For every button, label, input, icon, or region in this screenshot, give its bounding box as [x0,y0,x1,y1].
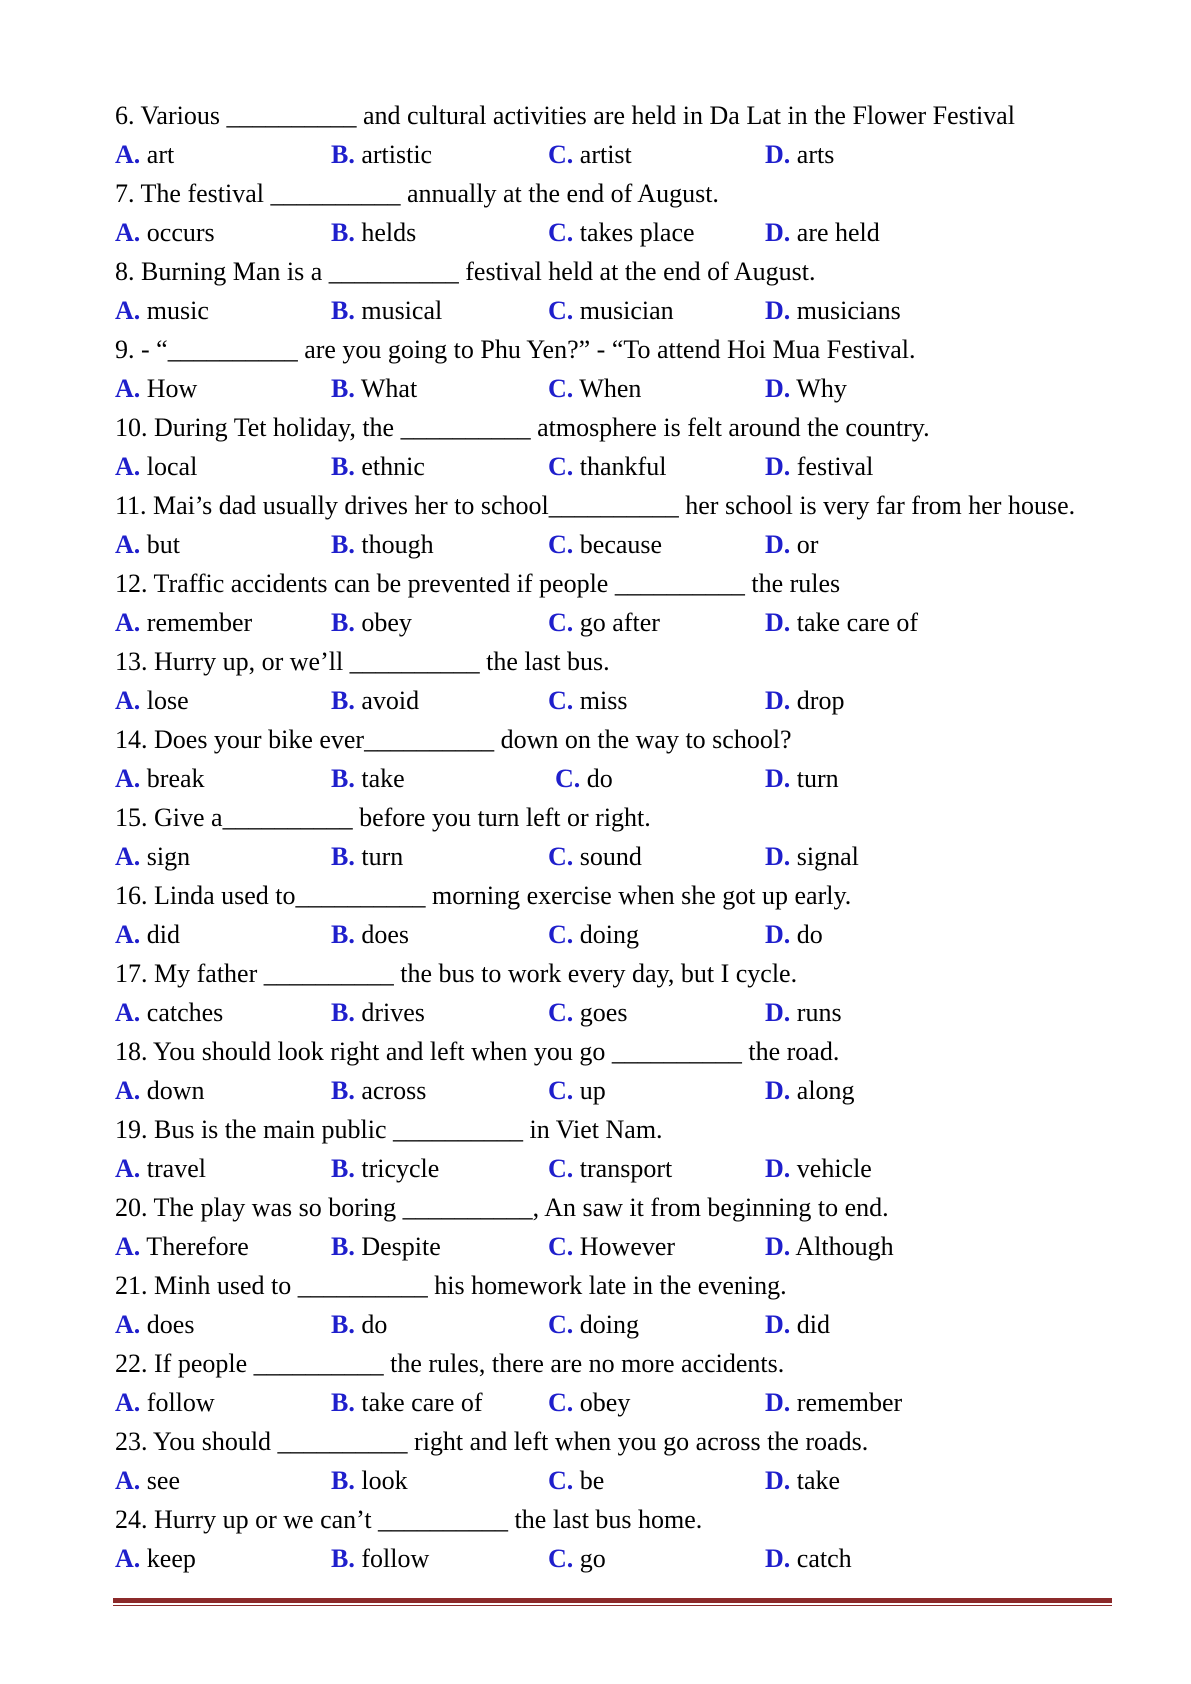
option-letter: B. [331,374,355,403]
option-b [331,1383,483,1422]
option-b [331,1071,426,1110]
option-letter: C. [548,1076,574,1105]
answer-options [115,759,1175,798]
question-item [115,1266,1175,1344]
option-d [765,369,847,408]
option-text: sound [573,842,642,871]
option-letter: D. [765,530,791,559]
option-letter: A. [115,686,141,715]
question-item [115,1344,1175,1422]
question-text: 9. - “__________ are you going to Phu Yen?” - “To attend Hoi Mua Festival. [115,335,916,364]
option-b [331,291,442,330]
option-d [765,1539,852,1578]
option-a [115,1383,215,1422]
option-letter: A. [115,1076,141,1105]
option-text: What [354,374,418,403]
question-item [115,720,1175,798]
option-text: ethnic [354,452,425,481]
question-text: 12. Traffic accidents can be prevented if people __________ the rules [115,569,841,598]
option-text: local [140,452,198,481]
option-text: turn [354,842,404,871]
option-text: take care of [354,1388,483,1417]
question-item [115,1032,1175,1110]
option-c [548,681,627,720]
option-letter: D. [765,1388,791,1417]
option-letter: B. [331,998,355,1027]
option-text: or [790,530,819,559]
option-letter: D. [765,686,791,715]
option-letter: A. [115,452,141,481]
option-a [115,993,223,1032]
answer-options [115,1383,1175,1422]
option-letter: B. [331,530,355,559]
option-letter: B. [331,218,355,247]
option-b [331,993,425,1032]
answer-options [115,213,1175,252]
option-c [548,1461,604,1500]
option-letter: C. [548,842,574,871]
question-text: 11. Mai’s dad usually drives her to school__________ her school is very far from her house. [115,491,1076,520]
option-letter: C. [548,296,574,325]
option-c [548,603,660,642]
option-text: vehicle [790,1154,872,1183]
answer-options [115,1539,1175,1578]
question-item [115,1188,1175,1266]
option-letter: B. [331,1388,355,1417]
option-a [115,1149,206,1188]
option-b [331,759,405,798]
option-letter: B. [331,452,355,481]
option-c [548,1149,672,1188]
footer-rule [113,1598,1112,1606]
option-b [331,915,409,954]
question-text: 19. Bus is the main public __________ in Viet Nam. [115,1115,663,1144]
option-a [115,1461,180,1500]
option-text: arts [790,140,835,169]
option-text: does [354,920,410,949]
option-letter: B. [331,1076,355,1105]
question-text: 18. You should look right and left when you go __________ the road. [115,1037,840,1066]
option-letter: C. [548,530,574,559]
option-b [331,213,416,252]
option-a [115,1227,249,1266]
option-letter: A. [115,920,141,949]
question-item [115,408,1175,486]
answer-options [115,1305,1175,1344]
option-c [548,837,642,876]
option-text: How [140,374,198,403]
option-letter: D. [765,764,791,793]
question-text: 14. Does your bike ever__________ down on the way to school? [115,725,792,754]
question-item [115,174,1175,252]
option-c [548,525,662,564]
option-text: drives [354,998,425,1027]
option-text: Therefore [140,1232,249,1261]
option-letter: A. [115,218,141,247]
question-item [115,642,1175,720]
option-text: obey [354,608,412,637]
answer-options [115,603,1175,642]
option-c [548,915,639,954]
option-d [765,1383,902,1422]
option-letter: C. [548,452,574,481]
option-text: along [790,1076,855,1105]
option-text: music [140,296,209,325]
option-text: runs [790,998,842,1027]
question-item [115,486,1175,564]
option-c [548,1539,606,1578]
option-text: turn [790,764,839,793]
question-text: 8. Burning Man is a __________ festival held at the end of August. [115,257,816,286]
option-letter: B. [331,920,355,949]
option-b [331,1539,429,1578]
option-text: doing [573,1310,640,1339]
answer-options [115,291,1175,330]
option-text: take [790,1466,841,1495]
option-letter: B. [331,1544,355,1573]
option-text: but [140,530,181,559]
option-letter: C. [548,1310,574,1339]
answer-options [115,1461,1175,1500]
option-letter: B. [331,608,355,637]
option-text: However [573,1232,676,1261]
question-item [115,876,1175,954]
option-d [765,915,823,954]
option-text: remember [790,1388,903,1417]
option-letter: A. [115,1466,141,1495]
option-a [115,369,197,408]
option-d [765,525,818,564]
option-c [548,369,641,408]
option-letter: C. [548,1544,574,1573]
option-d [765,1149,872,1188]
option-text: follow [140,1388,215,1417]
option-text: catches [140,998,224,1027]
option-letter: A. [115,1310,141,1339]
option-b [331,135,432,174]
option-d [765,291,901,330]
option-b [331,603,412,642]
option-text: transport [573,1154,673,1183]
option-c [548,135,632,174]
question-item [115,1500,1175,1578]
option-letter: D. [765,1154,791,1183]
option-text: obey [573,1388,631,1417]
option-text: follow [354,1544,430,1573]
option-c [548,213,695,252]
option-letter: C. [548,998,574,1027]
option-text: go [573,1544,606,1573]
question-text: 6. Various __________ and cultural activities are held in Da Lat in the Flower Festival [115,101,1015,130]
option-letter: C. [548,1466,574,1495]
option-letter: C. [548,140,574,169]
option-letter: B. [331,1466,355,1495]
option-b [331,1305,387,1344]
option-text: did [140,920,181,949]
option-letter: B. [331,140,355,169]
question-item [115,252,1175,330]
option-d [765,1461,840,1500]
option-text: drop [790,686,845,715]
option-text: signal [790,842,859,871]
option-a [115,1539,196,1578]
answer-options [115,1071,1175,1110]
option-letter: C. [548,1388,574,1417]
option-letter: A. [115,374,141,403]
option-letter: C. [548,920,574,949]
option-d [765,1227,894,1266]
option-text: down [140,1076,205,1105]
question-text: 17. My father __________ the bus to work every day, but I cycle. [115,959,798,988]
option-letter: A. [115,296,141,325]
option-a [115,525,180,564]
option-text: remember [140,608,253,637]
question-item [115,564,1175,642]
option-b [331,369,417,408]
option-d [765,759,839,798]
option-text: do [790,920,823,949]
option-letter: D. [765,1232,791,1261]
option-text: did [790,1310,831,1339]
question-text: 16. Linda used to__________ morning exercise when she got up early. [115,881,852,910]
option-d [765,837,859,876]
option-letter: A. [115,140,141,169]
option-text: artistic [354,140,433,169]
option-letter: A. [115,1544,141,1573]
option-text: lose [140,686,189,715]
option-letter: B. [331,1232,355,1261]
option-letter: C. [548,1154,574,1183]
option-letter: D. [765,920,791,949]
option-text: Although [790,1232,894,1261]
option-text: across [354,1076,427,1105]
option-text: do [580,764,613,793]
answer-options [115,837,1175,876]
option-b [331,1149,439,1188]
option-text: tricycle [354,1154,440,1183]
question-text: 15. Give a__________ before you turn left or right. [115,803,651,832]
option-letter: D. [765,218,791,247]
option-letter: C. [548,1232,574,1261]
option-letter: B. [331,842,355,871]
option-a [115,447,197,486]
option-c [548,1227,675,1266]
option-letter: D. [765,842,791,871]
option-letter: A. [115,842,141,871]
option-text: keep [140,1544,196,1573]
option-a [115,291,209,330]
question-text: 21. Minh used to __________ his homework late in the evening. [115,1271,787,1300]
option-text: look [354,1466,408,1495]
option-b [331,1227,441,1266]
answer-options [115,1227,1175,1266]
option-text: see [140,1466,180,1495]
question-item [115,96,1175,174]
option-text: thankful [573,452,667,481]
option-a [115,213,215,252]
answer-options [115,993,1175,1032]
option-text: miss [573,686,628,715]
option-c [548,993,627,1032]
option-text: goes [573,998,628,1027]
question-text: 13. Hurry up, or we’ll __________ the last bus. [115,647,610,676]
option-text: occurs [140,218,215,247]
answer-options [115,525,1175,564]
option-c [548,447,666,486]
option-a [115,681,189,720]
option-letter: D. [765,296,791,325]
option-text: art [140,140,175,169]
answer-options [115,135,1175,174]
option-letter: A. [115,998,141,1027]
option-c [548,1383,630,1422]
option-text: go after [573,608,660,637]
option-text: take care of [790,608,919,637]
option-b [331,681,419,720]
option-text: be [573,1466,605,1495]
option-d [765,1305,830,1344]
question-item [115,330,1175,408]
option-d [765,681,844,720]
option-d [765,135,834,174]
answer-options [115,681,1175,720]
question-item [115,798,1175,876]
option-d [765,447,873,486]
option-letter: A. [115,530,141,559]
question-item [115,954,1175,1032]
option-text: because [573,530,663,559]
option-letter: B. [331,1310,355,1339]
option-text: musical [354,296,443,325]
answer-options [115,915,1175,954]
option-c [548,291,674,330]
option-b [331,447,425,486]
option-text: doing [573,920,640,949]
option-a [115,1305,194,1344]
option-letter: D. [765,1076,791,1105]
option-c [548,1305,639,1344]
option-letter: C. [548,374,574,403]
option-text: take [354,764,405,793]
option-text: do [354,1310,388,1339]
option-letter: C. [548,686,574,715]
option-b [331,837,403,876]
option-text: travel [140,1154,206,1183]
option-letter: A. [115,764,141,793]
option-text: festival [790,452,874,481]
question-item [115,1422,1175,1500]
question-text: 7. The festival __________ annually at the end of August. [115,179,719,208]
option-letter: B. [331,686,355,715]
option-b [331,525,434,564]
answer-options [115,1149,1175,1188]
option-letter: C. [548,218,574,247]
option-letter: D. [765,140,791,169]
option-text: Despite [354,1232,441,1261]
question-text: 10. During Tet holiday, the __________ atmosphere is felt around the country. [115,413,930,442]
option-text: When [573,374,642,403]
option-d [765,213,880,252]
option-letter: D. [765,608,791,637]
option-text: up [573,1076,606,1105]
question-text: 20. The play was so boring __________, An saw it from beginning to end. [115,1193,889,1222]
option-text: does [140,1310,195,1339]
option-a [115,1071,205,1110]
option-a [115,837,190,876]
option-text: are held [790,218,880,247]
option-letter: A. [115,1388,141,1417]
option-text: though [354,530,434,559]
option-letter: D. [765,1466,791,1495]
option-text: artist [573,140,632,169]
question-text: 22. If people __________ the rules, there are no more accidents. [115,1349,785,1378]
option-letter: A. [115,1232,141,1261]
option-text: musician [573,296,674,325]
option-a [115,603,252,642]
option-letter: B. [331,1154,355,1183]
option-letter: B. [331,764,355,793]
option-a [115,915,180,954]
question-text: 24. Hurry up or we can’t __________ the last bus home. [115,1505,703,1534]
option-letter: D. [765,1310,791,1339]
option-a [115,135,174,174]
footer-rule-thin [113,1605,1112,1606]
option-b [331,1461,408,1500]
option-letter: A. [115,1154,141,1183]
option-text: musicians [790,296,901,325]
answer-options [115,447,1175,486]
option-letter: B. [331,296,355,325]
option-c [548,1071,606,1110]
option-letter: D. [765,374,791,403]
option-c [555,759,613,798]
option-letter: C. [555,764,581,793]
option-letter: D. [765,452,791,481]
option-text: avoid [354,686,420,715]
option-text: sign [140,842,191,871]
option-letter: D. [765,998,791,1027]
option-letter: C. [548,608,574,637]
option-letter: A. [115,608,141,637]
option-text: Why [790,374,847,403]
option-text: helds [354,218,417,247]
option-text: break [140,764,205,793]
answer-options [115,369,1175,408]
option-letter: D. [765,1544,791,1573]
option-text: catch [790,1544,852,1573]
option-d [765,993,842,1032]
option-d [765,603,918,642]
question-list [115,96,1175,1578]
option-a [115,759,205,798]
option-d [765,1071,855,1110]
option-text: takes place [573,218,695,247]
question-text: 23. You should __________ right and left when you go across the roads. [115,1427,869,1456]
question-item [115,1110,1175,1188]
